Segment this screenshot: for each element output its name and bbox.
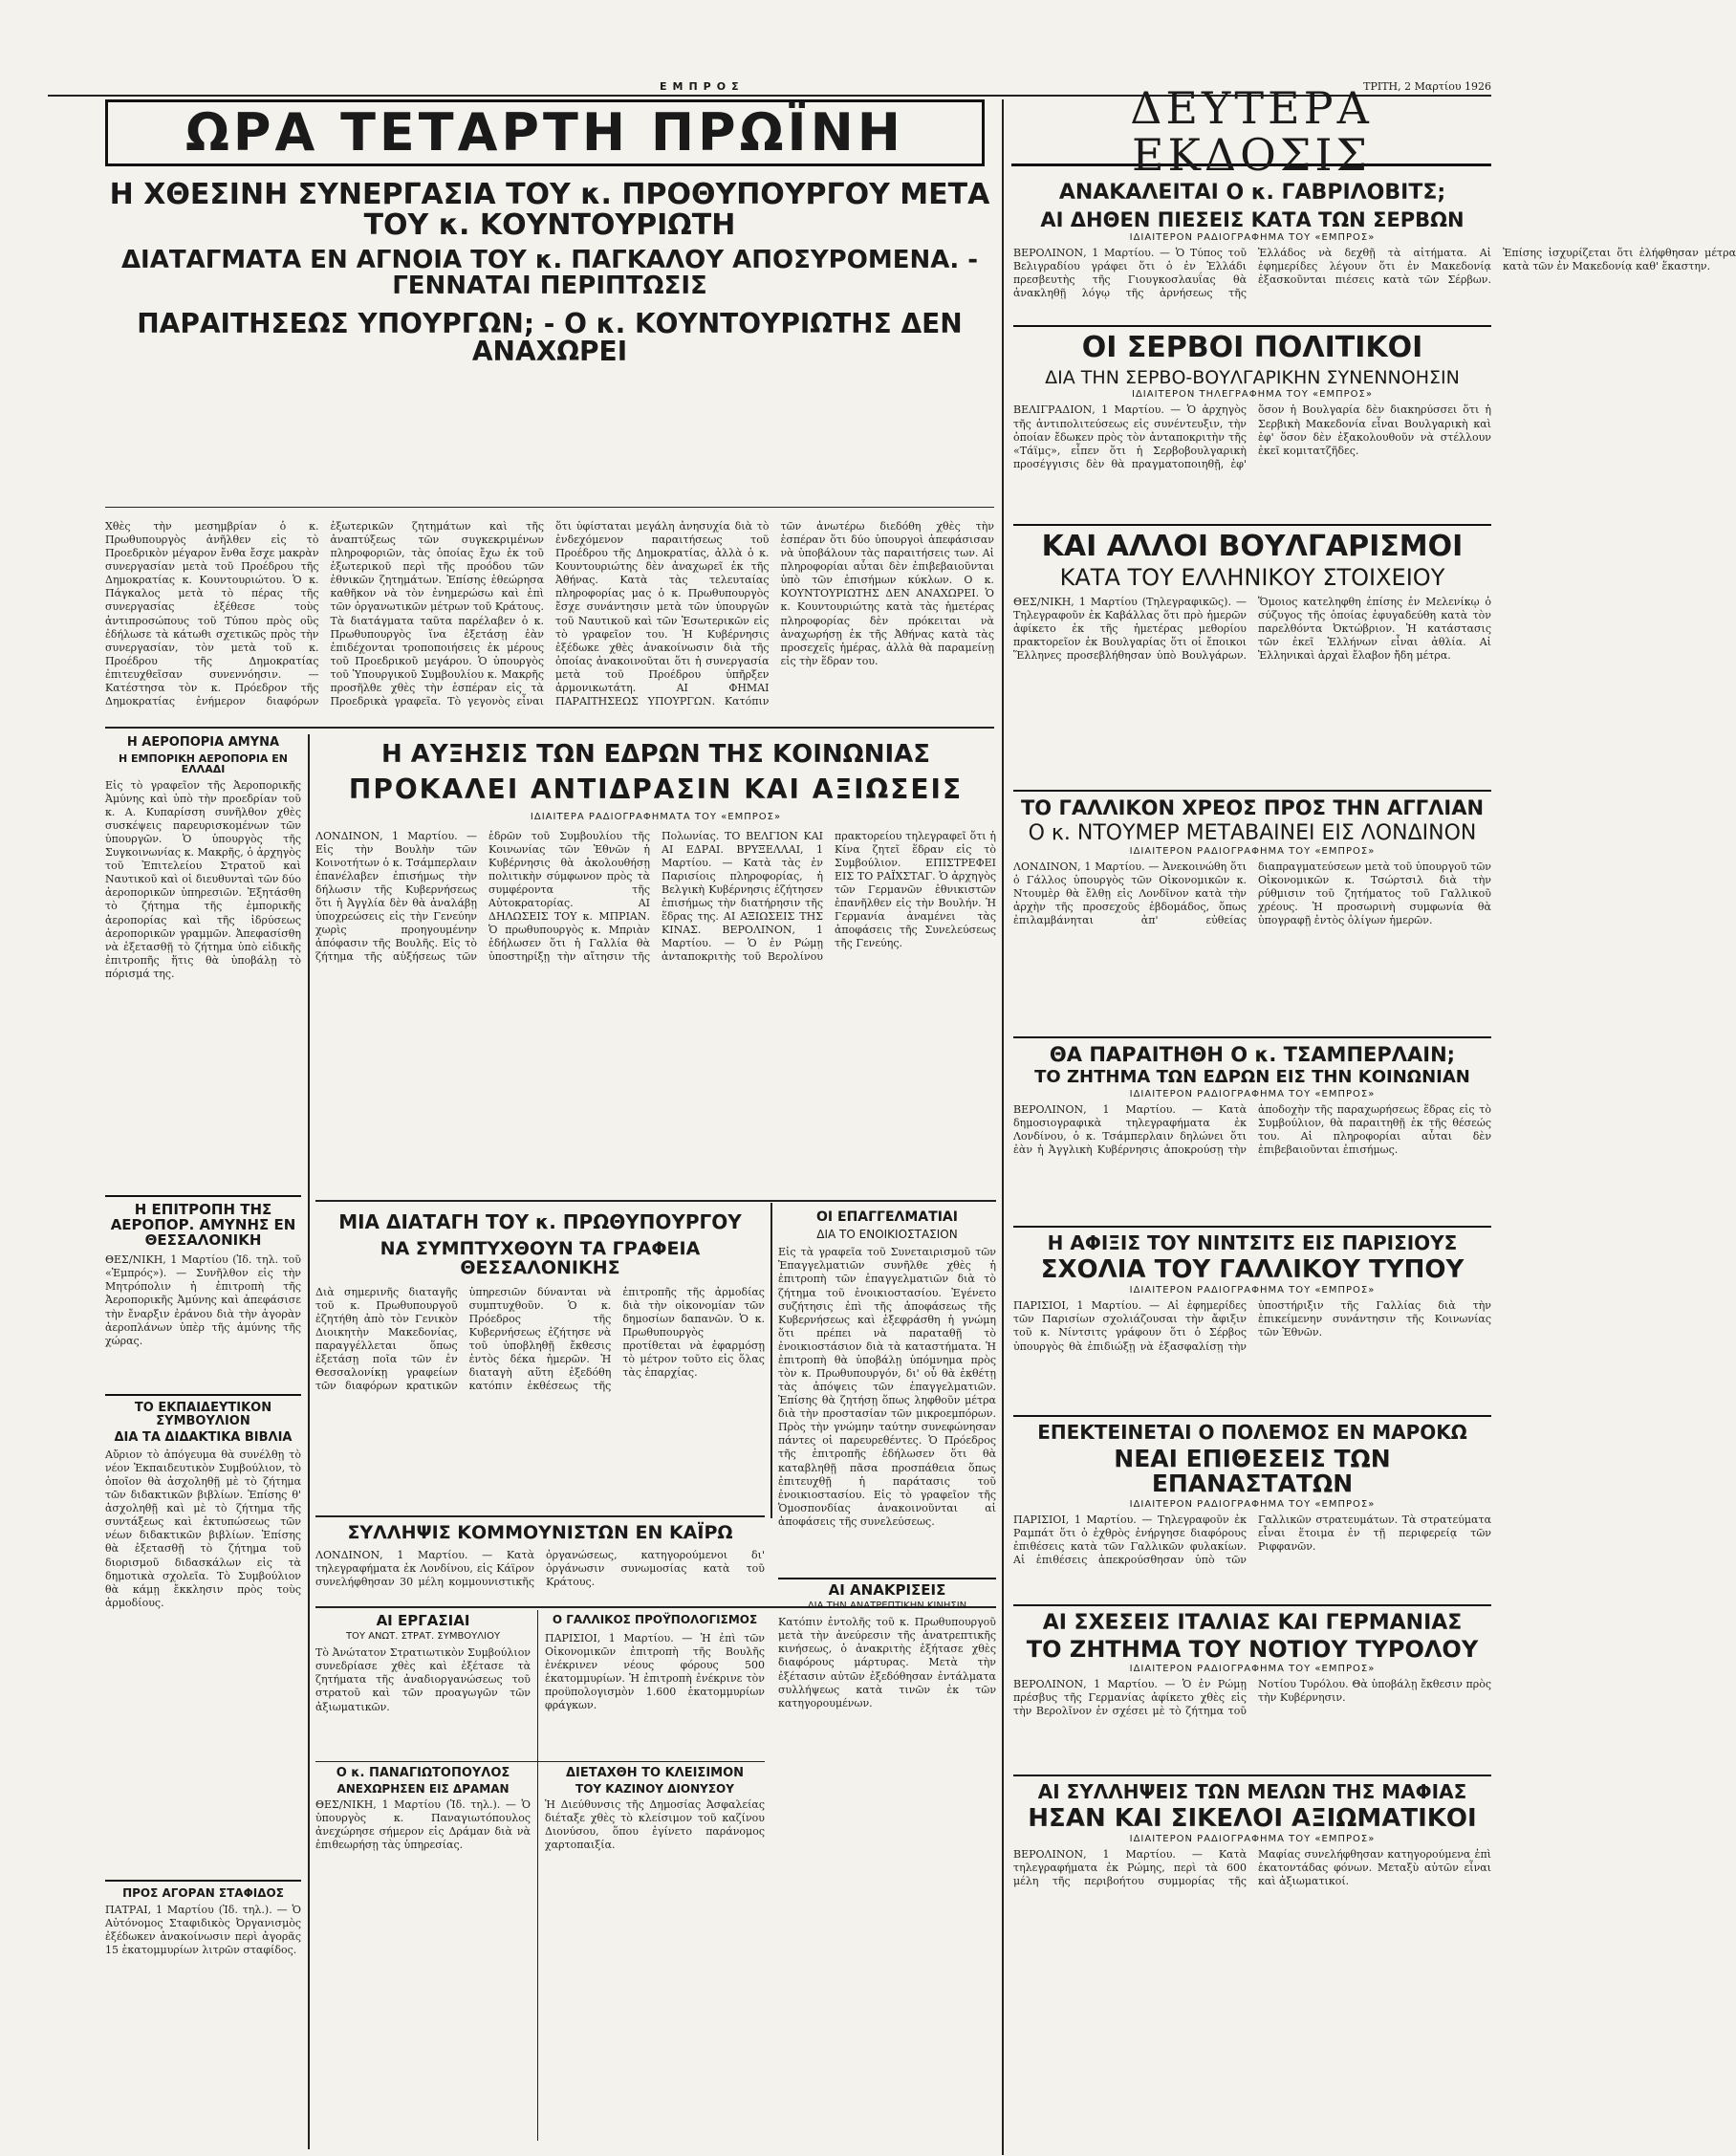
- right-story-6-sub: ΣΧΟΛΙΑ ΤΟΥ ΓΑΛΛΙΚΟΥ ΤΥΠΟΥ: [1040, 1255, 1465, 1284]
- right-story-8: [1013, 1604, 1491, 1775]
- right-story-3-sub: ΚΑΤΑ ΤΟΥ ΕΛΛΗΝΙΚΟΥ ΣΤΟΙΧΕΙΟΥ: [1059, 563, 1445, 591]
- left-column: [105, 736, 301, 2151]
- investigations-story: [778, 1578, 996, 1864]
- left-story-1-title: Η ΑΕΡΟΠΟΡΙΑ ΑΜΥΝΑ: [126, 735, 280, 750]
- right-story-2-sub: ΔΙΑ ΤΗΝ ΣΕΡΒΟ-ΒΟΥΛΓΑΡΙΚΗΝ ΣΥΝΕΝΝΟΗΣΙΝ: [1045, 366, 1460, 388]
- right-story-4-title: ΤΟ ΓΑΛΛΙΚΟΝ ΧΡΕΟΣ ΠΡΟΣ ΤΗΝ ΑΓΓΛΙΑΝ: [1020, 796, 1485, 819]
- left-story-2: [105, 1195, 301, 1394]
- small-story-1-sub: ΤΟΥ ΑΝΩΤ. ΣΤΡΑΤ. ΣΥΜΒΟΥΛΙΟΥ: [345, 1630, 501, 1642]
- investigations-title: ΑΙ ΑΝΑΚΡΙΣΕΙΣ: [778, 1578, 996, 1599]
- small-story-2-body: ΠΑΡΙΣΙΟΙ, 1 Μαρτίου. — Ἡ ἐπὶ τῶν Οἰκονομικῶν ἐπιτροπὴ τῆς Βουλῆς ἐνέκρινεν νέους φόρους 500 ἑκατομμυρίων. Ἡ ἐπιτροπὴ ἐνέκρινε τὸν προϋπολογισμὸν 1.600 ἑκατομμυρίων φράγκων.: [545, 1631, 765, 1711]
- left-story-3-sub: ΔΙΑ ΤΑ ΔΙΔΑΚΤΙΚΑ ΒΙΒΛΙΑ: [114, 1430, 293, 1446]
- right-story-8-sub: ΤΟ ΖΗΤΗΜΑ ΤΟΥ ΝΟΤΙΟΥ ΤΥΡΟΛΟΥ: [1026, 1636, 1479, 1664]
- right-story-5-sub: ΤΟ ΖΗΤΗΜΑ ΤΩΝ ΕΔΡΩΝ ΕΙΣ ΤΗΝ ΚΟΙΝΩΝΙΑΝ: [1034, 1067, 1470, 1088]
- masthead-name: ΕΜΠΡΟΣ: [660, 80, 745, 93]
- right-story-4-sub: Ο κ. ΝΤΟΥΜΕΡ ΜΕΤΑΒΑΙΝΕΙ ΕΙΣ ΛΟΝΔΙΝΟΝ: [1028, 821, 1477, 846]
- left-story-3: [105, 1394, 301, 1880]
- right-story-8-body: ΒΕΡΟΛΙΝΟΝ, 1 Μαρτίου. — Ὁ ἐν Ρώμῃ πρέσβυς τῆς Γερμανίας ἀφίκετο χθὲς εἰς τὴν Βερολῖνον ἐν σχέσει μὲ τὸ ζήτημα τοῦ Νοτίου Τυρόλου. Θὰ ὑποβάλῃ ἔκθεσιν πρὸς τὴν Κυβέρνησιν.: [1013, 1678, 1491, 1718]
- arrests-story: [315, 1520, 765, 1606]
- banner-left-box: [105, 99, 985, 166]
- left-story-2-body: ΘΕΣ/ΝΙΚΗ, 1 Μαρτίου (Ἰδ. τηλ. τοῦ «Ἐμπρός»). — Συνῆλθον εἰς τὴν Μητρόπολιν ἡ ἐπιτροπὴ τῆς Ἀεροπορικῆς Ἀμύνης καὶ ἀπεφάσισε τὴν ἔναρξιν ἐράνου διὰ τὴν ἀγορὰν ἀεροπλάνων ὑπὲρ τῆς ἀμύνης τῆς χώρας.: [105, 1253, 301, 1347]
- left-story-3-body: Αὔριον τὸ ἀπόγευμα θὰ συνέλθῃ τὸ νέον Ἐκπαιδευτικὸν Συμβούλιον, τὸ ὁποῖον θὰ ἀσχοληθῇ μὲ τὸ ζήτημα τῶν διδακτικῶν βιβλίων. Ἐπίσης θ' ἀσχοληθῇ καὶ μὲ τὸ ζήτημα τῆς συντάξεως καὶ ἐκτυπώσεως τῶν νέων διδακτικῶν βιβλίων. Ἐπίσης θὰ ἐξετασθῇ τὸ ζήτημα τοῦ διορισμοῦ διδασκάλων εἰς τὰ δημοτικὰ σχολεῖα. Τὸ Συμβούλιον θὰ κάμῃ ἔκκλησιν πρὸς τοὺς ἁρμοδίους.: [105, 1448, 301, 1609]
- right-story-8-title: ΑΙ ΣΧΕΣΕΙΣ ΙΤΑΛΙΑΣ ΚΑΙ ΓΕΡΜΑΝΙΑΣ: [1042, 1611, 1463, 1635]
- feature-story: [315, 736, 996, 1195]
- right-story-1-body: ΒΕΡΟΛΙΝΟΝ, 1 Μαρτίου. — Ὁ Τύπος τοῦ Βελιγραδίου γράφει ὅτι ὁ ἐν Ἑλλάδι πρεσβευτὴς τῆς Γιουγκοσλαυΐας θὰ ἀνακληθῇ λόγῳ τῆς ἀρνήσεως τῆς Ἑλλάδος νὰ δεχθῇ τὰ αἰτήματα. Αἱ ἐφημερίδες λέγουν ὅτι ἐν Μακεδονίᾳ ἐξασκοῦνται πιέσεις κατὰ τῶν Σέρβων. Ἐπίσης ἰσχυρίζεται ὅτι ἐλήφθησαν μέτρα κατὰ τῶν ἐν Μακεδονίᾳ καθ' ἕκαστην.: [1013, 247, 1736, 300]
- small-story-2-title: Ο ΓΑΛΛΙΚΟΣ ΠΡΟΫΠΟΛΟΓΙΣΜΟΣ: [552, 1613, 758, 1626]
- right-story-9-sub: ΗΣΑΝ ΚΑΙ ΣΙΚΕΛΟΙ ΑΞΙΩΜΑΤΙΚΟΙ: [1028, 1804, 1477, 1833]
- right-story-7-title: ΕΠΕΚΤΕΙΝΕΤΑΙ Ο ΠΟΛΕΜΟΣ ΕΝ ΜΑΡΟΚΩ: [1037, 1421, 1467, 1444]
- right-story-2-body: ΒΕΛΙΓΡΑΔΙΟΝ, 1 Μαρτίου. — Ὁ ἀρχηγὸς τῆς ἀντιπολιτεύσεως εἰς συνέντευξιν, τὴν ὁποίαν ἔδωκεν πρὸς τὸν ἀνταποκριτὴν τῆς «Τάϊμς», εἶπεν ὅτι ἡ Σερβοβουλγαρικὴ προσέγγισις δὲν θὰ πραγματοποιηθῇ, ἐφ' ὅσον ἡ Βουλγαρία δὲν διακηρύσσει ὅτι ἡ Σερβικὴ Μακεδονία εἶναι Βουλγαρικὴ καὶ ἐφ' ὅσον δὲν ἐξακολουθοῦν νὰ στέλλουν ἐκεῖ κομιτατζῆδες.: [1013, 403, 1491, 470]
- column-divider-left: [308, 734, 310, 2149]
- main-bottom-rule: [105, 727, 994, 729]
- professionals-title: ΟΙ ΕΠΑΓΓΕΛΜΑΤΙΑΙ: [816, 1209, 958, 1225]
- professionals-sub: ΔΙΑ ΤΟ ΕΝΟΙΚΙΟΣΤΑΣΙΟΝ: [816, 1227, 958, 1241]
- small-story-4-body: Ἡ Διεύθυνσις τῆς Δημοσίας Ἀσφαλείας διέταξε χθὲς τὸ κλείσιμον τοῦ καζίνου Διονύσου, ὅπου ἐγίνετο παράνομος χαρτοπαιξία.: [545, 1798, 765, 1852]
- small-story-4: [545, 1767, 765, 1862]
- right-story-2-title: ΟΙ ΣΕΡΒΟΙ ΠΟΛΙΤΙΚΟΙ: [1081, 331, 1423, 364]
- left-story-4: [105, 1880, 301, 1973]
- left-story-1-body: Εἰς τὸ γραφεῖον τῆς Ἀεροπορικῆς Ἀμύνης καὶ ὑπὸ τὴν προεδρίαν τοῦ κ. Α. Κυπαρίσση συνῆλθον χθὲς συσκέψεις παρευρισκομένων τῶν ὑπουργῶν. Ὁ ὑπουργὸς τῆς Συγκοινωνίας κ. Μακρῆς, ὁ ἀρχηγὸς τοῦ Ἐπιτελείου Στρατοῦ καὶ Ναυτικοῦ καὶ οἱ διευθυνταὶ τῶν δύο ἀεροπορικῶν ὑπηρεσιῶν. Ἐξητάσθη τὸ ζήτημα τῆς ἐμπορικῆς ἀεροπορίας καὶ τῆς ἱδρύσεως ἀεροπορικῶν γραμμῶν. Ἀπεφασίσθη νὰ ἐξετασθῇ τὸ ζήτημα ὑπὸ εἰδικῆς ἐπιτροπῆς ἥτις θὰ ὑποβάλῃ τὸ πόρισμά της.: [105, 778, 301, 980]
- small-story-3-sub: ΑΝΕΧΩΡΗΣΕΝ ΕΙΣ ΔΡΑΜΑΝ: [336, 1781, 510, 1796]
- right-story-1-src: ΙΔΙΑΙΤΕΡΟΝ ΡΑΔΙΟΓΡΑΦΗΜΑ ΤΟΥ «ΕΜΠΡΟΣ»: [1129, 232, 1376, 244]
- right-story-3: [1013, 524, 1491, 790]
- right-story-6-body: ΠΑΡΙΣΙΟΙ, 1 Μαρτίου. — Αἱ ἐφημερίδες τῶν Παρισίων σχολιάζουσαι τὴν ἄφιξιν τοῦ κ. Νίντσιτς γράφουν ὅτι ὁ Σέρβος ὑπουργὸς θὰ ἐπιδιώξῃ νὰ ἐξασφαλίσῃ τὴν ὑποστήριξιν τῆς Γαλλίας διὰ τὴν ἐπικείμενην συνάντησιν τῆς Κοινωνίας τῶν Ἐθνῶν.: [1013, 1299, 1491, 1353]
- arrests-top-rule: [315, 1515, 765, 1517]
- small-story-3-title: Ο κ. ΠΑΝΑΓΙΩΤΟΠΟΥΛΟΣ: [336, 1766, 510, 1780]
- right-story-1: [1013, 181, 1736, 325]
- main-headline-2: ΔΙΑΤΑΓΜΑΤΑ ΕΝ ΑΓΝΟΙΑ ΤΟΥ κ. ΠΑΓΚΑΛΟΥ ΑΠΟΣΥΡΟΜΕΝΑ. - ΓΕΝΝΑΤΑΙ ΠΕΡΙΠΤΩΣΙΣ: [120, 246, 979, 301]
- banner-right: ΔΕΥΤΕΡΑ ΕΚΔΟΣΙΣ: [1130, 82, 1373, 181]
- main-headline-1: Η ΧΘΕΣΙΝΗ ΣΥΝΕΡΓΑΣΙΑ ΤΟΥ κ. ΠΡΟΘΥΠΟΥΡΓΟΥ ΜΕΤΑ ΤΟΥ κ. ΚΟΥΝΤΟΥΡΙΩΤΗ: [109, 178, 990, 242]
- feature-body: ΛΟΝΔΙΝΟΝ, 1 Μαρτίου. — Εἰς τὴν Βουλὴν τῶν Κοινοτήτων ὁ κ. Τσάμπερλαιν ἐπανέλαβεν ἐπισήμως τὴν δήλωσιν τῆς Κυβερνήσεως ὅτι ἡ Ἀγγλία δὲν θὰ ἀναλάβῃ ὑποχρεώσεις εἰς τὴν Γενεύην χωρὶς προηγουμένην ἀπόφασιν τῆς Βουλῆς. Εἰς τὸ ζήτημα τῆς αὐξήσεως τῶν ἑδρῶν τοῦ Συμβουλίου τῆς Κοινωνίας τῶν Ἐθνῶν ἡ Κυβέρνησις θὰ ἀκολουθήσῃ πολιτικὴν σύμφωνον πρὸς τὰ συμφέροντα τῆς Αὐτοκρατορίας. ΑΙ ΔΗΛΩΣΕΙΣ ΤΟΥ κ. ΜΠΡΙΑΝ. Ὁ πρωθυπουργὸς κ. Μπριὰν ἐδήλωσεν ὅτι ἡ Γαλλία θὰ ὑποστηρίξῃ τὴν αἴτησιν τῆς Πολωνίας. ΤΟ ΒΕΛΓΙΟΝ ΚΑΙ ΑΙ ΕΔΡΑΙ. ΒΡΥΞΕΛΛΑΙ, 1 Μαρτίου. — Κατὰ τὰς ἐν Παρισίοις πληροφορίας, ἡ Βελγικὴ Κυβέρνησις ἐζήτησεν ἐπισήμως τὴν διατήρησιν τῆς ἕδρας της. ΑΙ ΑΞΙΩΣΕΙΣ ΤΗΣ ΚΙΝΑΣ. ΒΕΡΟΛΙΝΟΝ, 1 Μαρτίου. — Ὁ ἐν Ρώμῃ ἀνταποκριτὴς τοῦ Βερολίνου πρακτορείου τηλεγραφεῖ ὅτι ἡ Κίνα ζητεῖ ἕδραν εἰς τὸ Συμβούλιον. ΕΠΙΣΤΡΕΦΕΙ ΕΙΣ ΤΟ ΡΑΪΧΣΤΑΓ. Ὁ ἀρχηγὸς τῶν Γερμανῶν ἐθνικιστῶν ἐπανῆλθεν εἰς τὴν Βουλήν. Ἡ Γερμανία ἀναμένει τὰς ἀποφάσεις τῆς Συνελεύσεως τῆς Γενεύης.: [315, 829, 996, 964]
- investigations-sub: ΔΙΑ ΤΗΝ ΑΝΑΤΡΕΠΤΙΚΗΝ ΚΙΝΗΣΙΝ: [807, 1600, 967, 1611]
- right-column: [1013, 181, 1736, 2142]
- right-story-1-sub: ΑΙ ΔΗΘΕΝ ΠΙΕΣΕΙΣ ΚΑΤΑ ΤΩΝ ΣΕΡΒΩΝ: [1040, 208, 1465, 232]
- right-story-2: [1013, 325, 1491, 524]
- small-story-1-title: ΑΙ ΕΡΓΑΣΙΑΙ: [376, 1612, 470, 1629]
- arrests-title: ΣΥΛΛΗΨΙΣ ΚΟΜΜΟΥΝΙΣΤΩΝ ΕΝ ΚΑΪΡΩ: [347, 1522, 733, 1543]
- small-story-3: [315, 1767, 531, 1862]
- small-story-4-title: ΔΙΕΤΑΧΘΗ ΤΟ ΚΛΕΙΣΙΜΟΝ: [565, 1766, 745, 1780]
- small-story-2: [545, 1614, 765, 1757]
- banner-left: ΩΡΑ ΤΕΤΑΡΤΗ ΠΡΩΪΝΗ: [185, 101, 904, 163]
- right-story-9: [1013, 1775, 1491, 1945]
- column-divider-right: [1002, 99, 1004, 2155]
- right-story-5-body: ΒΕΡΟΛΙΝΟΝ, 1 Μαρτίου. — Κατὰ δημοσιογραφικὰ τηλεγραφήματα ἐκ Λονδίνου, ὁ κ. Τσάμπερλαιν δηλώνει ὅτι ἐὰν ἡ Ἀγγλικὴ Κυβέρνησις ἀποκρούσῃ τὴν ἀποδοχὴν τῆς παραχωρήσεως ἕδρας εἰς τὸ Συμβούλιον, θὰ παραιτηθῇ ἐκ τῆς θέσεώς του. Αἱ πληροφορίαι αὗται δὲν ἐπιβεβαιοῦνται ἐπισήμως.: [1013, 1102, 1491, 1157]
- feature-title: Η ΑΥΞΗΣΙΣ ΤΩΝ ΕΔΡΩΝ ΤΗΣ ΚΟΙΝΩΝΙΑΣ: [380, 740, 931, 769]
- left-story-1: [105, 736, 301, 1195]
- left-story-4-title: ΠΡΟΣ ΑΓΟΡΑΝ ΣΤΑΦΙΔΟΣ: [122, 1886, 284, 1900]
- left-story-3-title: ΤΟ ΕΚΠΑΙΔΕΥΤΙΚΟΝ ΣΥΜΒΟΥΛΙΟΝ: [134, 1401, 272, 1428]
- masthead-date: ΤΡΙΤΗ, 2 Μαρτίου 1926: [1363, 80, 1491, 93]
- right-story-5-title: ΘΑ ΠΑΡΑΙΤΗΘΗ Ο κ. ΤΣΑΜΠΕΡΛΑΙΝ;: [1049, 1043, 1456, 1066]
- right-story-7-src: ΙΔΙΑΙΤΕΡΟΝ ΡΑΔΙΟΓΡΑΦΗΜΑ ΤΟΥ «ΕΜΠΡΟΣ»: [1129, 1498, 1376, 1510]
- column-divider-mid: [770, 1203, 772, 1518]
- right-story-6: [1013, 1226, 1491, 1415]
- right-story-4: [1013, 790, 1491, 1036]
- main-rule: [105, 507, 994, 508]
- small-row-rule: [315, 1761, 765, 1762]
- right-story-7-sub: ΝΕΑΙ ΕΠΙΘΕΣΕΙΣ ΤΩΝ ΕΠΑΝΑΣΤΑΤΩΝ: [1114, 1445, 1391, 1498]
- right-story-7: [1013, 1415, 1491, 1604]
- right-story-5: [1013, 1036, 1491, 1226]
- right-story-3-body: ΘΕΣ/ΝΙΚΗ, 1 Μαρτίου (Τηλεγραφικῶς). — Τηλεγραφοῦν ἐκ Καβάλλας ὅτι πρὸ ἡμερῶν ἀφίκετο ἐκ τῆς ἡμετέρας μεθορίου πρακτορεῖον ἐκ Βουλγαρίας ὅτι οἱ ἔποικοι Ἕλληνες προσεβλήθησαν ὑπὸ Βουλγάρων. Ὅμοιος κατεληφθη ἐπίσης ἐν Μελενίκῳ ὁ σύζυγος τῆς ὁποίας ἐφυγαδεύθη κατὰ τὸν παρελθόντα Ὀκτώβριον. Ἡ κατάστασις τῶν ἐκεῖ Ἑλλήνων εἶναι ἀθλία. Αἱ Ἑλληνικαὶ ἀρχαὶ ἔλαβον ἤδη μέτρα.: [1013, 595, 1491, 662]
- feature-src: ΙΔΙΑΙΤΕΡΑ ΡΑΔΙΟΓΡΑΦΗΜΑΤΑ ΤΟΥ «ΕΜΠΡΟΣ»: [530, 811, 782, 822]
- right-story-9-src: ΙΔΙΑΙΤΕΡΟΝ ΡΑΔΙΟΓΡΑΦΗΜΑ ΤΟΥ «ΕΜΠΡΟΣ»: [1129, 1834, 1376, 1845]
- small-story-3-body: ΘΕΣ/ΝΙΚΗ, 1 Μαρτίου (Ἰδ. τηλ.). — Ὁ ὑπουργὸς κ. Παναγιωτόπουλος ἀνεχώρησε σήμερον εἰς Δράμαν διὰ νὰ ἐπιθεωρήσῃ τὰς ὑπηρεσίας.: [315, 1798, 531, 1852]
- left-story-1-sub: Η ΕΜΠΟΡΙΚΗ ΑΕΡΟΠΟΡΙΑ ΕΝ ΕΛΛΑΔΙ: [119, 751, 288, 776]
- main-body: Χθὲς τὴν μεσημβρίαν ὁ κ. Πρωθυπουργὸς ἀνῆλθεν εἰς τὸ Προεδρικὸν μέγαρον ἔνθα ἔσχε μακρὰν συνεργασίαν μετὰ τοῦ Προέδρου τῆς Δημοκρατίας κ. Κουντουριώτου. Ὁ κ. Πάγκαλος μετὰ τὸ πέρας τῆς συνεργασίας ἐξέθεσε τοὺς ἀντιπροσώπους τοῦ Τύπου πρὸς οὓς ἐδήλωσε τὰ κάτωθι σχετικῶς πρὸς τὴν συνεργασίαν, τὸν μετὰ τοῦ κ. Προέδρου τῆς Δημοκρατίας ἐπιτευχθεῖσαν συνεννόησιν. — Κατέστησα τὸν κ. Πρόεδρον τῆς Δημοκρατίας ἐνήμερον διαφόρων ἐξωτερικῶν ζητημάτων καὶ τῆς ἀναπτύξεως τῶν συγκεκριμένων πληροφοριῶν, τὰς ὁποίας ἔχω ἐκ τοῦ ἐξωτερικοῦ περὶ τῆς προόδου τῶν ἐθνικῶν ζητημάτων. Ἐπίσης ἐθεώρησα καθῆκον νὰ τὸν ἐνημερώσω καὶ ἐπὶ τῶν ὀργανωτικῶν μέτρων τοῦ Κράτους. Τὰ διατάγματα ταῦτα παρέλαβεν ὁ κ. Πρωθυπουργὸς ἵνα ἐξετάσῃ ἐὰν ἐπιδέχονται τροποποιήσεις ἐκ μέρους τοῦ Προεδρικοῦ μεγάρου. Ὁ ὑπουργὸς τοῦ Ὑπουργικοῦ Συμβουλίου κ. Μακρῆς προσῆλθε χθὲς τὴν ἑσπέραν εἰς τὰ Προεδρικὰ γραφεῖα. Τὸ γεγονὸς εἶναι ὅτι ὑφίσταται μεγάλη ἀνησυχία διὰ τὸ ἐνδεχόμενον παραιτήσεως τοῦ Προέδρου τῆς Δημοκρατίας, ἀλλὰ ὁ κ. Κουντουριώτης δὲν ἀναχωρεῖ ἐκ τῆς Ἀθήνας. Κατὰ τὰς τελευταίας πληροφορίας μας ὁ κ. Πρωθυπουργὸς ἔσχε συνάντησιν μετὰ τῶν ὑπουργῶν τοῦ Ναυτικοῦ καὶ τῶν Ἐσωτερικῶν εἰς τὸ γραφεῖον του. Ἡ Κυβέρνησις ἐξέδωκε χθὲς ἀνακοίνωσιν διὰ τῆς ὁποίας ἀνακοινοῦται ὅτι ἡ συνεργασία μετὰ τοῦ Προέδρου ὑπῆρξεν ἀρμονικωτάτη. ΑΙ ΦΗΜΑΙ ΠΑΡΑΙΤΗΣΕΩΣ ΥΠΟΥΡΓΩΝ. Κατόπιν τῶν ἀνωτέρω διεδόθη χθὲς τὴν ἑσπέραν ὅτι δύο ὑπουργοὶ ἀπεφάσισαν νὰ ὑποβάλουν τὰς παραιτήσεις των. Αἱ πληροφορίαι αὗται δὲν ἐπιβεβαιοῦνται ὑπὸ τῶν ἐπισήμων κύκλων. Ο κ. ΚΟΥΝΤΟΥΡΙΩΤΗΣ ΔΕΝ ΑΝΑΧΩΡΕΙ. Ὁ κ. Κουντουριώτης κατὰ τὰς ἡμετέρας πληροφορίας δὲν πρόκειται νὰ ἀναχωρήσῃ ἐκ τῆς Ἀθήνας κατὰ τὰς προσεχεῖς ἡμέρας, ἀλλὰ θὰ παραμείνῃ εἰς τὴν ἕδραν του.: [105, 520, 994, 708]
- professionals-story: [778, 1207, 996, 1570]
- professionals-body: Εἰς τὰ γραφεῖα τοῦ Συνεταιρισμοῦ τῶν Ἐπαγγελματιῶν συνῆλθε χθὲς ἡ ἐπιτροπὴ τῶν ἐπαγγελματιῶν διὰ τὸ ζήτημα τοῦ ἐνοικιοστασίου. Ἐγένετο συζήτησις ἐπὶ τῆς ἀποφάσεως τῆς Κυβερνήσεως καὶ ἐξεφράσθη ἡ γνώμη ὅτι πρέπει νὰ παραταθῇ τὸ ἐνοικιοστάσιον διὰ τὰ καταστήματα. Ἡ ἐπιτροπὴ θὰ ὑποβάλῃ ὑπόμνημα πρὸς τὸν κ. Πρωθυπουργόν, δι' οὗ θὰ ἐκθέτῃ τὰς ἀπόψεις τῶν ἐπαγγελματιῶν. Ἐπίσης θὰ ζητήσῃ ὅπως ληφθοῦν μέτρα διὰ τὴν προστασίαν τῶν μικροεμπόρων. Πρὸς τὴν γνώμην ταύτην συνεφώνησαν πάντες οἱ παρευρεθέντες. Ὁ Πρόεδρος τῆς ἐπιτροπῆς ἐδήλωσεν ὅτι θὰ καταβληθῇ πᾶσα προσπάθεια ὅπως ἐπιτευχθῇ ἡ παράτασις τοῦ ἐνοικιοστασίου. Εἰς τὸ γραφεῖον τῆς Ὁμοσπονδίας ἀνακοινοῦνται αἱ ἀποφάσεις τῆς συνελεύσεως.: [778, 1246, 996, 1528]
- order-body: Διὰ σημερινῆς διαταγῆς τοῦ κ. Πρωθυπουργοῦ ἐζητήθη ἀπὸ τὸν Γενικὸν Διοικητὴν Μακεδονίας, παραγγέλλεται ὅπως ἐξετάσῃ ποῖα τῶν ἐν Θεσσαλονίκῃ γραφείων τῶν διαφόρων κρατικῶν ὑπηρεσιῶν δύνανται νὰ συμπτυχθοῦν. Ὁ κ. Πρόεδρος τῆς Κυβερνήσεως ἐζήτησε νὰ τοῦ ὑποβληθῇ ἔκθεσις ἐντὸς δέκα ἡμερῶν. Ἡ διαταγὴ αὕτη ἐξεδόθη κατόπιν ἐκθέσεως τῆς ἐπιτροπῆς τῆς ἀρμοδίας διὰ τὴν οἰκονομίαν τῶν δημοσίων δαπανῶν. Ὁ κ. Πρωθυπουργὸς προτίθεται νὰ ἐφαρμόσῃ τὸ μέτρον τοῦτο εἰς ὅλας τὰς ἐπαρχίας.: [315, 1285, 765, 1393]
- main-story: [105, 172, 994, 727]
- feature-bottom-rule: [315, 1200, 996, 1202]
- main-headline-3: ΠΑΡΑΙΤΗΣΕΩΣ ΥΠΟΥΡΓΩΝ; - Ο κ. ΚΟΥΝΤΟΥΡΙΩΤΗΣ ΔΕΝ ΑΝΑΧΩΡΕΙ: [137, 307, 963, 367]
- small-story-1: [315, 1614, 531, 1757]
- right-story-3-title: ΚΑΙ ΑΛΛΟΙ ΒΟΥΛΓΑΡΙΣΜΟΙ: [1041, 530, 1464, 563]
- right-story-9-title: ΑΙ ΣΥΛΛΗΨΕΙΣ ΤΩΝ ΜΕΛΩΝ ΤΗΣ ΜΑΦΙΑΣ: [1037, 1780, 1467, 1803]
- right-story-8-src: ΙΔΙΑΙΤΕΡΟΝ ΡΑΔΙΟΓΡΑΦΗΜΑ ΤΟΥ «ΕΜΠΡΟΣ»: [1129, 1664, 1376, 1675]
- right-story-4-src: ΙΔΙΑΙΤΕΡΟΝ ΡΑΔΙΟΓΡΑΦΗΜΑ ΤΟΥ «ΕΜΠΡΟΣ»: [1129, 846, 1376, 858]
- left-story-2-title: Η ΕΠΙΤΡΟΠΗ ΤΗΣ ΑΕΡΟΠΟΡ. ΑΜΥΝΗΣ ΕΝ ΘΕΣΣΑΛΟΝΙΚΗ: [110, 1201, 296, 1249]
- right-story-4-body: ΛΟΝΔΙΝΟΝ, 1 Μαρτίου. — Ἀνεκοινώθη ὅτι ὁ Γάλλος ὑπουργὸς τῶν Οἰκονομικῶν κ. Ντουμὲρ θὰ ἔλθῃ εἰς Λονδῖνον κατὰ τὴν ἀρχὴν τῆς προσεχοῦς ἑβδομάδος, ὅπως ἐπιλαμβάνηται ἀπ' εὐθείας διαπραγματεύσεων μετὰ τοῦ ὑπουργοῦ τῶν Οἰκονομικῶν κ. Τσώρτσιλ διὰ τὴν ρύθμισιν τοῦ ζητήματος τοῦ Γαλλικοῦ χρέους. Ἡ προσωρινὴ συμφωνία θὰ ὑπογραφῇ ἐντὸς ὀλίγων ἡμερῶν.: [1013, 860, 1491, 927]
- right-story-2-src: ΙΔΙΑΙΤΕΡΟΝ ΤΗΛΕΓΡΑΦΗΜΑ ΤΟΥ «ΕΜΠΡΟΣ»: [1132, 389, 1373, 401]
- small-story-4-sub: ΤΟΥ ΚΑΖΙΝΟΥ ΔΙΟΝΥΣΟΥ: [575, 1781, 734, 1796]
- left-story-4-body: ΠΑΤΡΑΙ, 1 Μαρτίου (Ἰδ. τηλ.). — Ὁ Αὐτόνομος Σταφιδικὸς Ὀργανισμὸς ἐξέδωκεν ἀνακοίνωσιν περὶ ἀγορᾶς 15 ἑκατομμυρίων λιτρῶν σταφίδος.: [105, 1903, 301, 1956]
- right-story-7-body: ΠΑΡΙΣΙΟΙ, 1 Μαρτίου. — Τηλεγραφοῦν ἐκ Ραμπάτ ὅτι ὁ ἐχθρὸς ἐνήργησε διαφόρους ἐπιθέσεις κατὰ τῶν Γαλλικῶν φυλακίων. Αἱ ἐπιθέσεις ἀπεκρούσθησαν ὑπὸ τῶν Γαλλικῶν στρατευμάτων. Τὰ στρατεύματα εἶναι ἕτοιμα ἐν τῇ περιφερείᾳ τῶν Ριφφανῶν.: [1013, 1513, 1491, 1566]
- right-story-9-body: ΒΕΡΟΛΙΝΟΝ, 1 Μαρτίου. — Κατὰ τηλεγραφήματα ἐκ Ρώμης, περὶ τὰ 600 μέλη τῆς περιβοήτου συμμορίας τῆς Μαφίας συνελήφθησαν κατηγορούμενα ἐπὶ ἑκατοντάδας φόνων. Μεταξὺ αὐτῶν εἶναι καὶ ἀξιωματικοί.: [1013, 1848, 1491, 1888]
- small-divider-1: [537, 1610, 538, 2141]
- right-story-6-title: Η ΑΦΙΞΙΣ ΤΟΥ ΝΙΝΤΣΙΤΣ ΕΙΣ ΠΑΡΙΣΙΟΥΣ: [1047, 1231, 1458, 1254]
- investigations-body: Κατόπιν ἐντολῆς τοῦ κ. Πρωθυπουργοῦ μετὰ τὴν ἀνεύρεσιν τῆς ἀνατρεπτικῆς κινήσεως, ὁ ἀνακριτὴς ἐξήτασε χθὲς διαφόρους μάρτυρας. Μετὰ τὴν ἐξέτασιν αὐτῶν ἐξεδόθησαν ἐντάλματα συλλήψεως κατὰ τινῶν ἐκ τῶν κατηγορουμένων.: [778, 1616, 996, 1710]
- arrests-body: ΛΟΝΔΙΝΟΝ, 1 Μαρτίου. — Κατὰ τηλεγραφήματα ἐκ Λονδίνου, εἰς Κάϊρον συνελήφθησαν 30 μέλη κομμουνιστικῆς ὀργανώσεως, κατηγορούμενοι δι' ὀργάνωσιν συνωμοσίας κατὰ τοῦ Κράτους.: [315, 1548, 765, 1589]
- order-title: ΜΙΑ ΔΙΑΤΑΓΗ ΤΟΥ κ. ΠΡΩΘΥΠΟΥΡΓΟΥ: [338, 1210, 742, 1233]
- right-story-5-src: ΙΔΙΑΙΤΕΡΟΝ ΡΑΔΙΟΓΡΑΦΗΜΑ ΤΟΥ «ΕΜΠΡΟΣ»: [1129, 1088, 1376, 1100]
- small-story-1-body: Τὸ Ἀνώτατον Στρατιωτικὸν Συμβούλιον συνεδρίασε χθὲς καὶ ἐξέτασε τὰ ζητήματα τῆς ἀναδιοργανώσεως τοῦ στρατοῦ καὶ τῶν προαγωγῶν τῶν ἀξιωματικῶν.: [315, 1646, 531, 1713]
- right-story-6-src: ΙΔΙΑΙΤΕΡΟΝ ΡΑΔΙΟΓΡΑΦΗΜΑ ΤΟΥ «ΕΜΠΡΟΣ»: [1129, 1285, 1376, 1296]
- right-story-1-title: ΑΝΑΚΑΛΕΙΤΑΙ Ο κ. ΓΑΒΡΙΛΟΒΙΤΣ;: [1058, 181, 1446, 205]
- feature-title-2: ΠΡΟΚΑΛΕΙ ΑΝΤΙΔΡΑΣΙΝ ΚΑΙ ΑΞΙΩΣΕΙΣ: [348, 773, 964, 806]
- order-title-2: ΝΑ ΣΥΜΠΤΥΧΘΟΥΝ ΤΑ ΓΡΑΦΕΙΑ ΘΕΣΣΑΛΟΝΙΚΗΣ: [380, 1238, 701, 1278]
